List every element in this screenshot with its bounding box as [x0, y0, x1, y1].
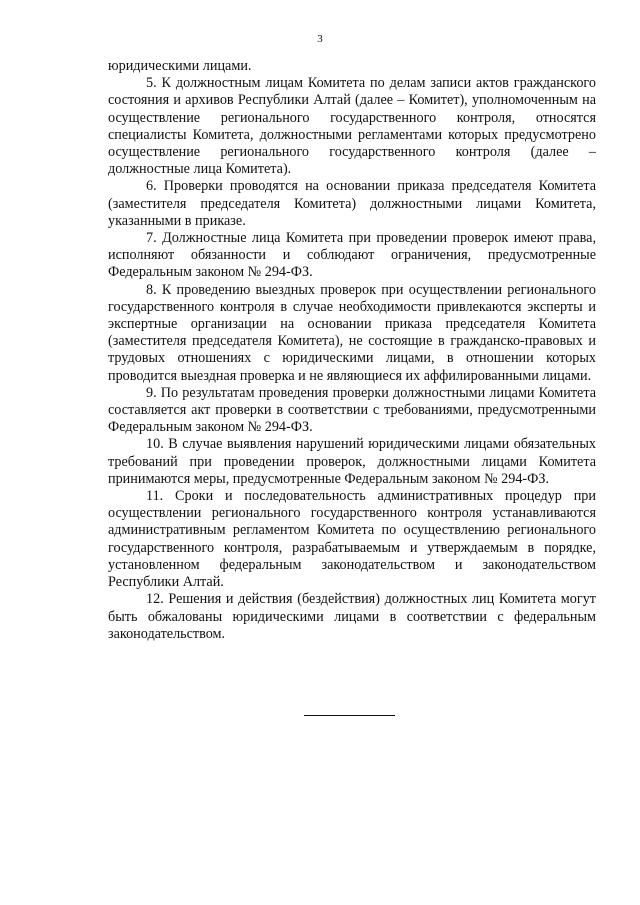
paragraph-7: 7. Должностные лица Комитета при проведении проверок имеют права, исполняют обязанности и соблюдают ограничения, предусмотренные Федеральным законом № 294-ФЗ. [108, 230, 596, 281]
paragraph-6: 6. Проверки проводятся на основании приказа председателя Комитета (заместителя председателя Комитета) должностными лицами Комитета, указанными в приказе. [108, 178, 596, 229]
paragraph-11: 11. Сроки и последовательность административных процедур при осуществлении регионального государственного контроля устанавливаются административным регламентом Комитета по осуществлению регионального государственного контроля, разрабатываемым и утверждаемым в порядке, установленном федеральным законодательством и законодательством Республики Алтай. [108, 488, 596, 591]
document-body [108, 58, 596, 643]
paragraph-continuation: юридическими лицами. [108, 58, 252, 74]
paragraph-9: 9. По результатам проведения проверки должностными лицами Комитета составляется акт проверки в соответствии с требованиями, предусмотренными Федеральным законом № 294-ФЗ. [108, 384, 596, 436]
paragraph-8: 8. К проведению выездных проверок при осуществлении регионального государственного контроля в случае необходимости привлекаются эксперты и экспертные организации на основании приказа председателя Комитета (заместителя председателя Комитета), не состоящие в гражданско-правовых и трудовых отношениях с юридическими лицами, в отношении которых проводится выездная проверка и не являющиеся их аффилированными лицами. [108, 281, 596, 384]
page-number: 3 [317, 33, 323, 45]
end-divider-line [304, 715, 395, 716]
paragraph-12: 12. Решения и действия (бездействия) должностных лиц Комитета могут быть обжалованы юридическими лицами в соответствии с федеральным законодательством. [108, 591, 596, 642]
paragraph-5: 5. К должностным лицам Комитета по делам записи актов гражданского состояния и архивов Республики Алтай (далее – Комитет), уполномоченным на осуществление регионального государственного контроля, относятся специалисты Комитета, должностными регламентами которых предусмотрено осуществление регионального государственного контроля (далее – должностные лица Комитета). [108, 75, 596, 178]
paragraph-10: 10. В случае выявления нарушений юридическими лицами обязательных требований при проведении проверок, должностными лицами Комитета принимаются меры, предусмотренные Федеральным законом № 294-ФЗ. [108, 436, 596, 487]
